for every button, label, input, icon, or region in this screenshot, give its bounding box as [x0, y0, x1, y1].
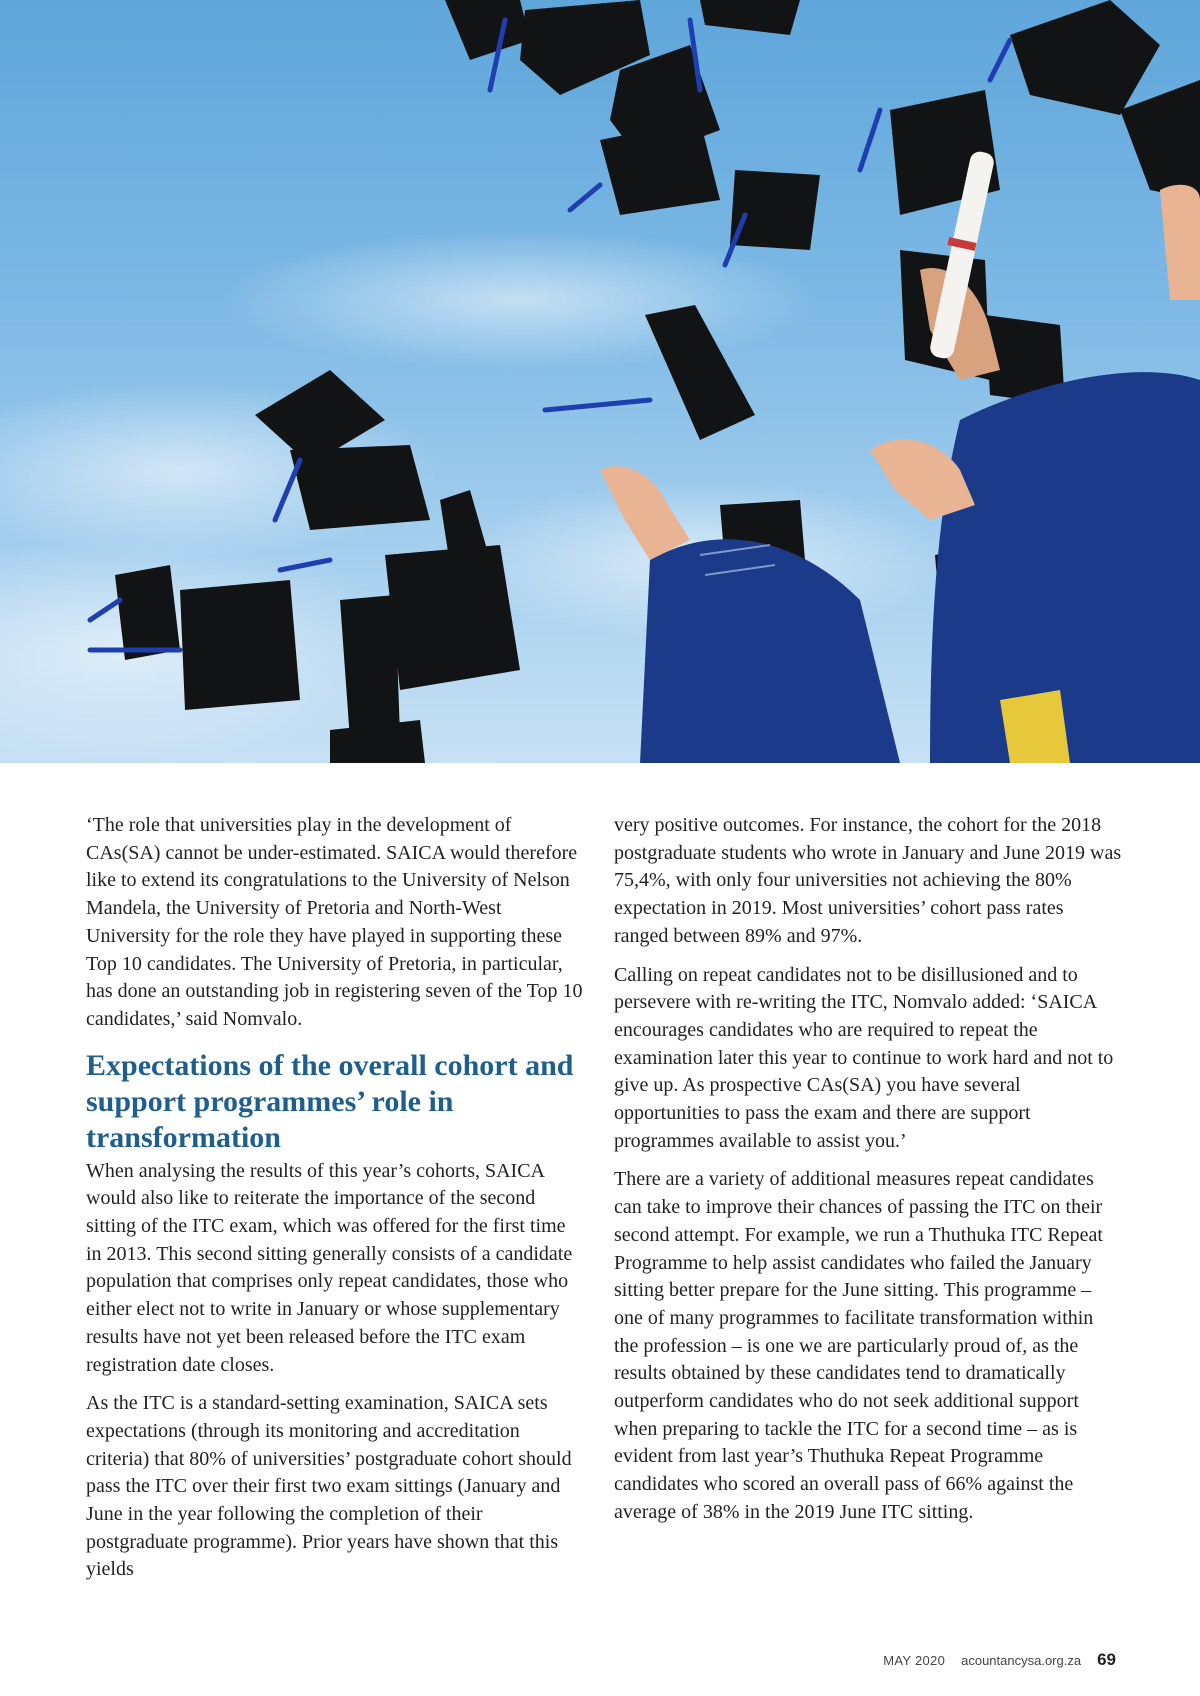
section-heading: Expectations of the overall cohort and support programmes’ role in transformation — [86, 1048, 574, 1154]
paragraph: very positive outcomes. For instance, the cohort for the 2018 postgraduate students who wrote in January and June 2019 was 75,4%, with only four universities not achieving the 80% expectation in 2019. Most universities’ cohort pass rates ranged between 89% and 97%. — [614, 814, 1122, 947]
tassel — [570, 185, 600, 210]
paragraph: Calling on repeat candidates not to be disillusioned and to persevere with re-writing the ITC, Nomvalo added: ‘SAICA encourages candidates who are required to repeat the examination later this year to continue to work hard and not to give up. As prospective CAs(SA) you have several opportunities to pass the exam and there are support programmes available to assist you.’ — [614, 963, 1114, 1152]
cap — [1010, 0, 1160, 115]
page-number: 69 — [1097, 1650, 1116, 1669]
paragraph: There are a variety of additional measures repeat candidates can take to improve their chances of passing the ITC on their second attempt. For example, we run a Thuthuka ITC Repeat Programme to help assist candidates who failed the January sitting better prepare for the June sitting. This programme – one of many programmes to facilitate transformation within the profession – is one we are particularly proud of, as the results obtained by these candidates tend to dramatically outperform candidates who do not seek additional support when preparing to tackle the ITC for a second time – as is evident from last year’s Thuthuka Repeat Programme candidates who scored an overall pass of 66% against the average of 38% in the 2019 June ITC sitting. — [614, 1168, 1103, 1523]
hero-photo — [0, 0, 1200, 763]
cap — [330, 720, 425, 763]
cap — [730, 170, 820, 250]
article-right-column — [614, 812, 1122, 1527]
cap — [1120, 80, 1200, 200]
cap — [445, 0, 530, 60]
cap — [700, 0, 800, 35]
graduation-caps-illustration — [0, 0, 1200, 763]
article-left-column — [86, 812, 586, 1584]
cap — [340, 595, 400, 740]
issue-date: MAY 2020 — [883, 1653, 946, 1668]
tassel — [860, 110, 880, 170]
gown-stole — [1000, 690, 1070, 763]
cap — [385, 545, 520, 690]
graduates — [600, 150, 1200, 763]
page-footer — [883, 1650, 1116, 1670]
hand — [1160, 185, 1200, 300]
cap — [180, 580, 300, 710]
gown — [930, 372, 1200, 763]
cap — [290, 445, 430, 530]
paragraph: As the ITC is a standard-setting examination, SAICA sets expectations (through its monitoring and accreditation criteria) that 80% of universities’ postgraduate cohort should pass the ITC over their first two exam sittings (January and June in the year following the completion of their postgraduate programme). Prior years have shown that this yields — [86, 1392, 572, 1581]
tassel — [990, 40, 1010, 80]
cap — [115, 565, 180, 660]
tassel — [545, 400, 650, 410]
cap — [600, 120, 720, 215]
website-link[interactable]: acountancysa.org.za — [961, 1653, 1082, 1668]
paragraph: ‘The role that universities play in the development of CAs(SA) cannot be under-estimated. SAICA would therefore like to extend its congratulations to the University of Nelson Mandela, the University of Pretoria and North-West University for the role they have played in supporting these Top 10 candidates. The University of Pretoria, in particular, has done an outstanding job in registering seven of the Top 10 candidates,’ said Nomvalo. — [86, 814, 583, 1030]
paragraph: When analysing the results of this year’s cohorts, SAICA would also like to reiterate the importance of the second sitting of the ITC exam, which was offered for the first time in 2013. This second sitting generally consists of a candidate population that comprises only repeat candidates, those who either elect not to write in January or whose supplementary results have not yet been released before the ITC exam registration date closes. — [86, 1159, 573, 1376]
